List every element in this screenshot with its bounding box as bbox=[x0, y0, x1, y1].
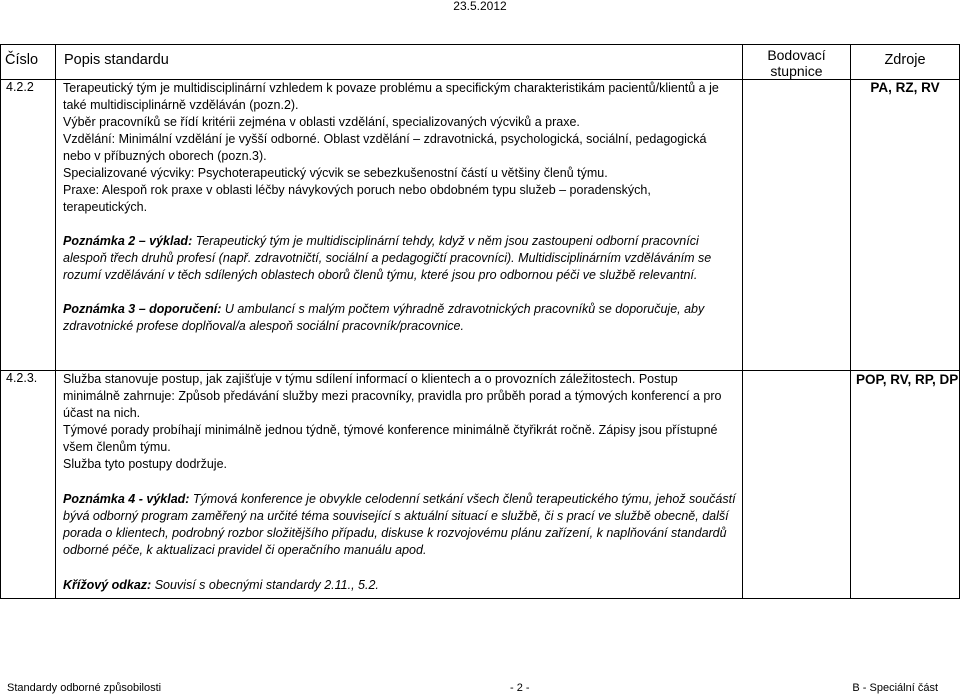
page-date: 23.5.2012 bbox=[453, 0, 507, 13]
column-header-bodovaci-stupnice: Bodovací stupnice bbox=[743, 45, 851, 80]
cross-reference-label: Křížový odkaz: bbox=[63, 578, 152, 592]
note-2 bbox=[63, 233, 736, 284]
score-cell bbox=[743, 371, 851, 599]
standards-table bbox=[0, 44, 960, 599]
description-paragraph: Praxe: Alespoň rok praxe v oblasti léčby návykových poruch nebo obdobném typu služeb – poradenských, terapeutických. bbox=[63, 183, 651, 214]
description-paragraph: Výběr pracovníků se řídí kritérii zejména v oblasti vzdělání, specializovaných výcviků a praxe. bbox=[63, 115, 580, 129]
footer-left: Standardy odborné způsobilosti bbox=[7, 682, 162, 694]
standard-description bbox=[56, 80, 743, 371]
description-paragraph: Vzdělání: Minimální vzdělání je vyšší odborné. Oblast vzdělání – zdravotnická, psychologická, sociální, pedagogická nebo v příbuzných oborech (pozn.3). bbox=[63, 132, 707, 163]
description-paragraph: Terapeutický tým je multidisciplinární vzhledem k povaze problému a specifickým charakteristikám pacientů/klientů a je také multidisciplinárně vzděláván (pozn.2). bbox=[63, 81, 719, 112]
table-header-row bbox=[1, 45, 960, 80]
cross-reference-text: Souvisí s obecnými standardy 2.11., 5.2. bbox=[151, 578, 379, 592]
description-paragraph: Služba tyto postupy dodržuje. bbox=[63, 457, 227, 471]
score-cell bbox=[743, 80, 851, 371]
description-paragraph: Služba stanovuje postup, jak zajišťuje v týmu sdílení informací o klientech a o provozních záležitostech. Postup minimálně zahrnuje: Způsob předávání služby mezi pracovníky, pravidla pro průběh porad a týmových konferencí a pro účast na nich. bbox=[63, 372, 722, 420]
description-paragraph: Týmové porady probíhají minimálně jednou týdně, týmové konference minimálně čtyřikrát ročně. Zápisy jsou přístupné všem členům týmu. bbox=[63, 423, 718, 454]
standard-description bbox=[56, 371, 743, 599]
sources-cell: POP, RV, RP, DP bbox=[851, 371, 960, 599]
note-text: Terapeutický tým je multidisciplinární tehdy, když v něm jsou zastoupeni odborní pracovníci alespoň třech druhů profesí (např. zdravotničtí, sociální a pedagogičtí pracovníci). Multidisciplinárním vzděláváním se rozumí vzdělávání v těch sdílených oblastech oborů členů týmu, které jsou pro odbornou péči ve službě relevantní. bbox=[63, 234, 712, 282]
column-header-zdroje: Zdroje bbox=[851, 45, 960, 80]
note-label: Poznámka 4 - výklad: bbox=[63, 492, 190, 506]
standard-number: 4.2.3. bbox=[1, 371, 56, 599]
sources-cell: PA, RZ, RV bbox=[851, 80, 960, 371]
note-4 bbox=[63, 491, 736, 559]
page-footer bbox=[0, 682, 960, 696]
column-header-popis: Popis standardu bbox=[56, 45, 743, 80]
note-text: U ambulancí s malým počtem výhradně zdravotnických pracovníků se doporučuje, aby zdravotnické profese doplňoval/a alespoň sociální pracovník/pracovnice. bbox=[63, 302, 705, 333]
page-number: - 2 - bbox=[510, 682, 530, 694]
column-header-cislo: Číslo bbox=[1, 45, 56, 80]
cross-reference bbox=[63, 577, 736, 594]
footer-right: B - Speciální část bbox=[852, 682, 938, 694]
note-3 bbox=[63, 301, 736, 335]
note-label: Poznámka 3 – doporučení: bbox=[63, 302, 222, 316]
note-label: Poznámka 2 – výklad: bbox=[63, 234, 193, 248]
table-row bbox=[1, 371, 960, 599]
note-text: Týmová konference je obvykle celodenní setkání všech členů terapeutického týmu, jehož součástí bývá odborný program zaměřený na určité téma související s aktuální situací e službě, či s prací ve službě obecně, další porada o klientech, podrobný rozbor složitějšího případu, diskuse k rozvojovému plánu zařízení, k naplňování standardů odborné péče, k aktualizaci pravidel či operačního manuálu apod. bbox=[63, 492, 736, 557]
table-row bbox=[1, 80, 960, 371]
standard-number: 4.2.2 bbox=[1, 80, 56, 371]
description-paragraph: Specializované výcviky: Psychoterapeutický výcvik se sebezkušenostní částí u většiny členů týmu. bbox=[63, 166, 608, 180]
